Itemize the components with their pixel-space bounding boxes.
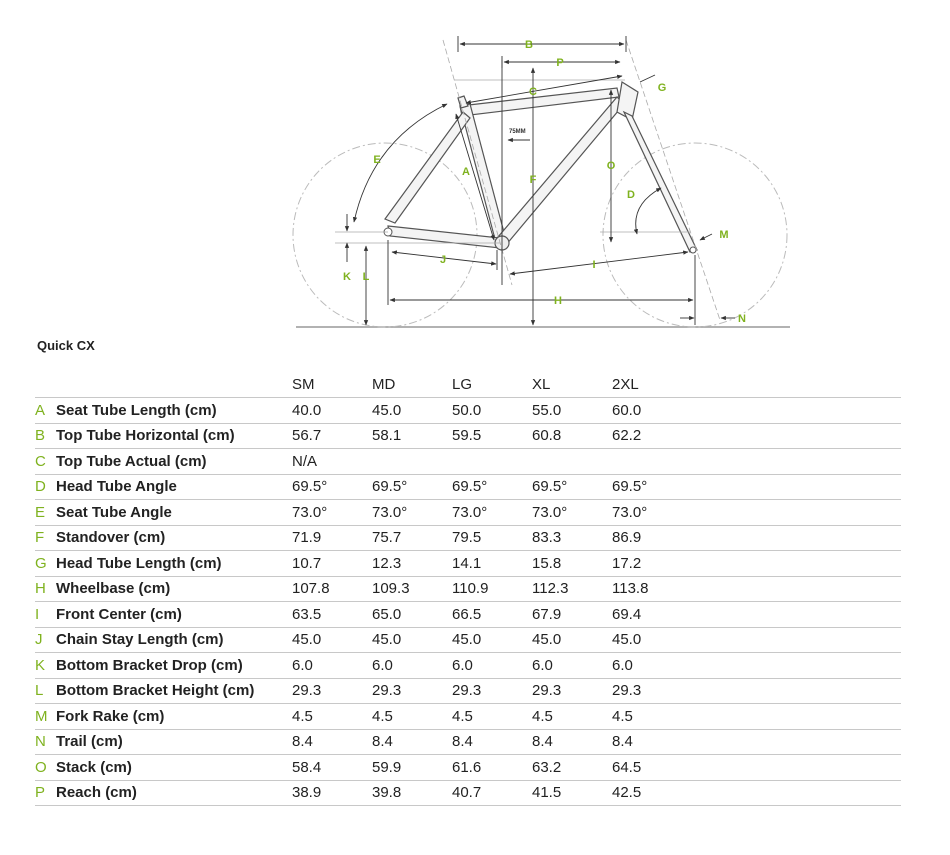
geometry-table	[35, 371, 901, 806]
front-axle	[690, 247, 696, 253]
row-value: 71.9	[292, 525, 372, 551]
diagram-label-n: N	[738, 313, 746, 325]
row-parameter-name: Seat Tube Angle	[56, 500, 292, 526]
row-letter: C	[35, 449, 56, 475]
diagram-label-e: E	[373, 154, 381, 166]
row-value	[452, 449, 532, 475]
diagram-label-b: B	[525, 39, 533, 51]
diagram-label-k: K	[343, 271, 351, 283]
row-value: 45.0	[452, 627, 532, 653]
row-value: 45.0	[292, 627, 372, 653]
row-value	[532, 449, 612, 475]
row-value: 39.8	[372, 780, 452, 806]
row-value: 8.4	[372, 729, 452, 755]
table-row	[35, 780, 901, 806]
row-parameter-name: Head Tube Angle	[56, 474, 292, 500]
table-row	[35, 729, 901, 755]
table-row	[35, 551, 901, 577]
row-value: 56.7	[292, 423, 372, 449]
size-header: LG	[452, 375, 473, 393]
row-letter: D	[35, 474, 56, 500]
row-value: 63.5	[292, 602, 372, 628]
row-value: 4.5	[452, 704, 532, 730]
row-value: 4.5	[292, 704, 372, 730]
row-letter: I	[35, 602, 56, 628]
dimension-lines	[347, 36, 735, 325]
row-value: 107.8	[292, 576, 372, 602]
row-value: 73.0°	[292, 500, 372, 526]
row-value: 73.0°	[532, 500, 612, 526]
row-letter: P	[35, 780, 56, 806]
row-value: 69.5°	[532, 474, 612, 500]
row-value: 61.6	[452, 755, 532, 781]
row-value: N/A	[292, 449, 372, 475]
row-value: 50.0	[452, 398, 532, 424]
row-parameter-name: Reach (cm)	[56, 780, 292, 806]
row-value: 15.8	[532, 551, 612, 577]
row-value: 69.5°	[372, 474, 452, 500]
row-value: 112.3	[532, 576, 612, 602]
row-parameter-name: Top Tube Actual (cm)	[56, 449, 292, 475]
row-value: 62.2	[612, 423, 692, 449]
row-parameter-name: Standover (cm)	[56, 525, 292, 551]
row-parameter-name: Head Tube Length (cm)	[56, 551, 292, 577]
row-parameter-name: Front Center (cm)	[56, 602, 292, 628]
row-value: 29.3	[452, 678, 532, 704]
row-value: 12.3	[372, 551, 452, 577]
row-value: 73.0°	[372, 500, 452, 526]
row-value: 55.0	[532, 398, 612, 424]
table-row	[35, 525, 901, 551]
row-parameter-name: Wheelbase (cm)	[56, 576, 292, 602]
diagram-label-p: P	[556, 57, 564, 69]
table-row	[35, 704, 901, 730]
row-value: 6.0	[292, 653, 372, 679]
row-value: 29.3	[292, 678, 372, 704]
row-value: 40.0	[292, 398, 372, 424]
row-value: 6.0	[612, 653, 692, 679]
row-value: 113.8	[612, 576, 692, 602]
row-value: 60.0	[612, 398, 692, 424]
row-value: 59.5	[452, 423, 532, 449]
row-letter: N	[35, 729, 56, 755]
row-value: 79.5	[452, 525, 532, 551]
row-parameter-name: Seat Tube Length (cm)	[56, 398, 292, 424]
row-value: 63.2	[532, 755, 612, 781]
row-value: 73.0°	[612, 500, 692, 526]
row-letter: B	[35, 423, 56, 449]
diagram-label-a: A	[462, 166, 470, 178]
row-value: 58.4	[292, 755, 372, 781]
row-value: 45.0	[372, 398, 452, 424]
row-value	[372, 449, 452, 475]
row-value: 10.7	[292, 551, 372, 577]
row-value: 14.1	[452, 551, 532, 577]
row-parameter-name: Trail (cm)	[56, 729, 292, 755]
bike-geometry-diagram	[0, 0, 950, 335]
size-header: MD	[372, 375, 396, 393]
row-parameter-name: Top Tube Horizontal (cm)	[56, 423, 292, 449]
row-value: 69.5°	[612, 474, 692, 500]
row-value: 6.0	[452, 653, 532, 679]
row-value: 4.5	[612, 704, 692, 730]
row-value: 110.9	[452, 576, 532, 602]
row-value: 29.3	[612, 678, 692, 704]
row-value: 29.3	[532, 678, 612, 704]
table-row	[35, 627, 901, 653]
row-letter: M	[35, 704, 56, 730]
row-letter: H	[35, 576, 56, 602]
row-value: 17.2	[612, 551, 692, 577]
row-value: 75.7	[372, 525, 452, 551]
row-value: 42.5	[612, 780, 692, 806]
row-value: 8.4	[452, 729, 532, 755]
row-value: 41.5	[532, 780, 612, 806]
row-value: 59.9	[372, 755, 452, 781]
row-value: 4.5	[532, 704, 612, 730]
size-header: 2XL	[612, 375, 639, 393]
row-value: 65.0	[372, 602, 452, 628]
row-value: 64.5	[612, 755, 692, 781]
size-header: XL	[532, 375, 551, 393]
table-row	[35, 500, 901, 526]
row-value: 6.0	[532, 653, 612, 679]
row-parameter-name: Fork Rake (cm)	[56, 704, 292, 730]
row-value: 29.3	[372, 678, 452, 704]
annotation-75mm: 75MM	[509, 129, 526, 135]
row-value: 8.4	[612, 729, 692, 755]
row-letter: G	[35, 551, 56, 577]
diagram-label-f: F	[529, 174, 537, 186]
row-value: 38.9	[292, 780, 372, 806]
row-parameter-name: Bottom Bracket Drop (cm)	[56, 653, 292, 679]
row-value: 4.5	[372, 704, 452, 730]
row-letter: E	[35, 500, 56, 526]
row-value: 69.4	[612, 602, 692, 628]
row-value: 60.8	[532, 423, 612, 449]
model-title: Quick CX	[37, 338, 95, 353]
row-value: 69.5°	[292, 474, 372, 500]
table-row	[35, 653, 901, 679]
diagram-label-m: M	[719, 229, 729, 241]
diagram-label-l: L	[362, 271, 370, 283]
row-parameter-name: Chain Stay Length (cm)	[56, 627, 292, 653]
row-value: 69.5°	[452, 474, 532, 500]
row-value: 86.9	[612, 525, 692, 551]
row-letter: L	[35, 678, 56, 704]
size-header-row	[35, 371, 901, 398]
table-row	[35, 678, 901, 704]
diagram-label-g: G	[657, 82, 667, 94]
row-parameter-name: Bottom Bracket Height (cm)	[56, 678, 292, 704]
row-value: 8.4	[292, 729, 372, 755]
row-value: 66.5	[452, 602, 532, 628]
row-value: 45.0	[612, 627, 692, 653]
table-row	[35, 449, 901, 475]
row-letter: K	[35, 653, 56, 679]
row-value: 40.7	[452, 780, 532, 806]
row-parameter-name: Stack (cm)	[56, 755, 292, 781]
size-header: SM	[292, 375, 315, 393]
table-row	[35, 398, 901, 424]
row-letter: F	[35, 525, 56, 551]
row-value: 67.9	[532, 602, 612, 628]
table-row	[35, 755, 901, 781]
row-value	[612, 449, 692, 475]
diagram-label-d: D	[627, 189, 635, 201]
row-value: 109.3	[372, 576, 452, 602]
table-row	[35, 474, 901, 500]
row-value: 83.3	[532, 525, 612, 551]
row-letter: A	[35, 398, 56, 424]
table-row	[35, 576, 901, 602]
diagram-label-i: I	[592, 259, 596, 271]
diagram-label-h: H	[554, 295, 562, 307]
bike-frame	[385, 82, 697, 252]
row-letter: J	[35, 627, 56, 653]
row-value: 45.0	[532, 627, 612, 653]
diagram-label-c: C	[529, 86, 537, 98]
row-letter: O	[35, 755, 56, 781]
row-value: 73.0°	[452, 500, 532, 526]
diagram-label-j: J	[439, 254, 447, 266]
table-row	[35, 602, 901, 628]
row-value: 45.0	[372, 627, 452, 653]
row-value: 58.1	[372, 423, 452, 449]
row-value: 8.4	[532, 729, 612, 755]
table-row	[35, 423, 901, 449]
diagram-label-o: O	[606, 160, 616, 172]
row-value: 6.0	[372, 653, 452, 679]
